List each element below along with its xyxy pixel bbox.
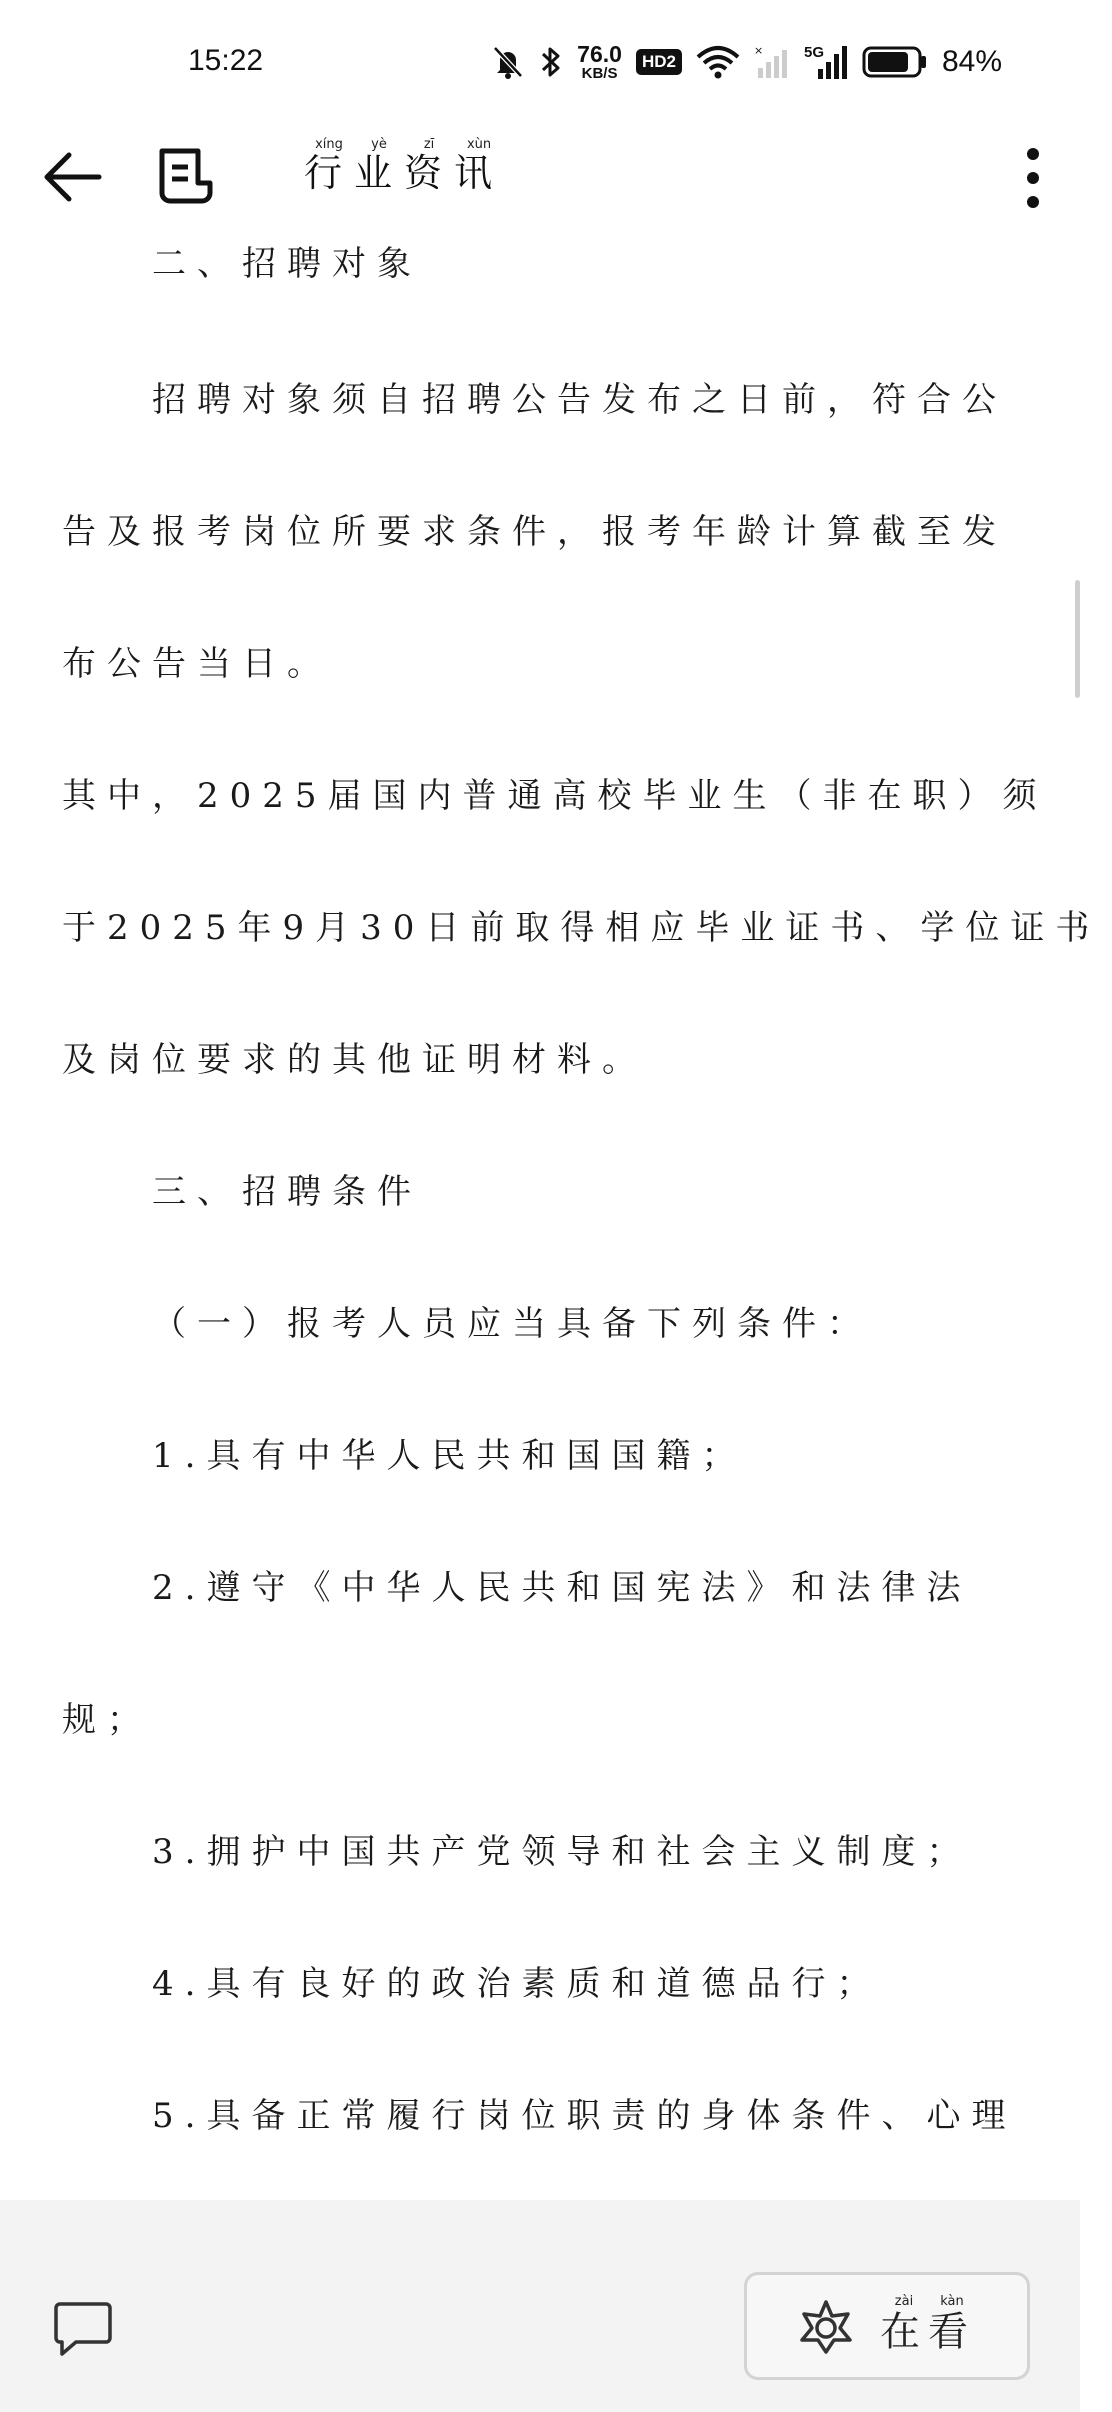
title-char: 行xíng bbox=[304, 137, 355, 195]
article-line: （一）报考人员应当具备下列条件： bbox=[152, 1304, 872, 1344]
document-icon bbox=[154, 145, 216, 207]
watching-button[interactable] bbox=[744, 2272, 1030, 2380]
comment-icon bbox=[52, 2298, 114, 2358]
top-toolbar bbox=[0, 128, 1080, 228]
article-line: 4.具有良好的政治素质和道德品行； bbox=[152, 1964, 882, 2004]
star-icon bbox=[798, 2298, 854, 2354]
title-char: 业yè bbox=[354, 137, 405, 195]
title-pinyin: xíng bbox=[304, 137, 355, 152]
title-pinyin: zī bbox=[404, 137, 455, 152]
hd-badge: HD2 bbox=[636, 49, 682, 75]
battery-icon bbox=[862, 45, 928, 79]
title-pinyin: xùn bbox=[454, 137, 505, 152]
article-line: 告及报考岗位所要求条件，报考年龄计算截至发 bbox=[62, 512, 1007, 552]
article-line: 1.具有中华人民共和国国籍； bbox=[152, 1436, 747, 1476]
bluetooth-icon bbox=[539, 44, 563, 80]
signal-inactive-icon bbox=[754, 44, 790, 80]
article-line: 2.遵守《中华人民共和国宪法》和法律法 bbox=[152, 1568, 972, 1608]
status-icons bbox=[491, 36, 1002, 88]
status-time: 15:22 bbox=[188, 44, 264, 77]
article-line: 招聘对象须自招聘公告发布之日前，符合公 bbox=[152, 380, 1007, 420]
title-char: 讯xùn bbox=[454, 137, 505, 195]
article-line: 及岗位要求的其他证明材料。 bbox=[62, 1040, 647, 1080]
article-line: 二、招聘对象 bbox=[152, 244, 422, 284]
status-bar bbox=[0, 0, 1080, 128]
back-arrow-icon bbox=[43, 151, 103, 203]
article-line: 三、招聘条件 bbox=[152, 1172, 422, 1212]
title-pinyin: yè bbox=[354, 137, 405, 152]
scrollbar-thumb[interactable] bbox=[1075, 580, 1080, 698]
comment-button[interactable] bbox=[52, 2298, 116, 2358]
article-body bbox=[0, 228, 1101, 2200]
net-speed-unit: KB/S bbox=[581, 65, 618, 82]
watching-label bbox=[880, 2295, 976, 2357]
mute-bell-icon bbox=[491, 44, 525, 80]
bottom-bar bbox=[0, 2200, 1080, 2412]
more-vertical-icon bbox=[1025, 146, 1041, 210]
article-line: 规； bbox=[62, 1700, 152, 1740]
article-line: 3.拥护中国共产党领导和社会主义制度； bbox=[152, 1832, 972, 1872]
svg-text:×: × bbox=[753, 44, 764, 57]
net-speed bbox=[577, 43, 622, 81]
cellular-label: 5G bbox=[803, 44, 824, 61]
wifi-icon bbox=[696, 45, 740, 79]
watching-char: 看kàn bbox=[928, 2294, 976, 2355]
battery-percent: 84% bbox=[941, 45, 1002, 78]
watching-pinyin: zài bbox=[880, 2294, 928, 2309]
document-button[interactable] bbox=[150, 140, 220, 212]
signal-icon bbox=[804, 43, 848, 81]
article-line: 布公告当日。 bbox=[62, 644, 332, 684]
more-button[interactable] bbox=[1008, 136, 1058, 220]
article-line: 其中，2025届国内普通高校毕业生（非在职）须 bbox=[62, 776, 1048, 816]
article-line: 5.具备正常履行岗位职责的身体条件、心理 bbox=[152, 2096, 1017, 2136]
page-title bbox=[304, 138, 504, 197]
back-button[interactable] bbox=[38, 142, 108, 212]
article-line: 于2025年9月30日前取得相应毕业证书、学位证书 bbox=[62, 908, 1101, 948]
title-char: 资zī bbox=[404, 137, 455, 195]
net-speed-value: 76.0 bbox=[577, 41, 622, 67]
watching-pinyin: kàn bbox=[928, 2294, 976, 2309]
watching-char: 在zài bbox=[880, 2294, 928, 2355]
